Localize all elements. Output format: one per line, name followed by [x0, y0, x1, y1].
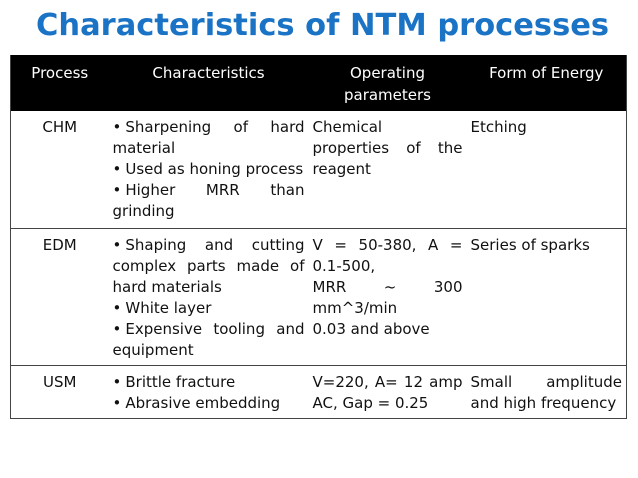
- table-header-row: [11, 55, 627, 111]
- characteristic-item: • Used as honing process: [113, 159, 305, 180]
- characteristic-item: • Abrasive embedding: [113, 393, 305, 414]
- characteristic-item: • White layer: [113, 298, 305, 319]
- energy-cell: Small amplitude and high frequency: [467, 366, 627, 419]
- process-cell: EDM: [11, 229, 109, 366]
- parameters-cell: [309, 366, 467, 419]
- ntm-process-table: [10, 55, 627, 419]
- header-characteristics: Characteristics: [109, 55, 309, 111]
- characteristics-cell: [109, 366, 309, 419]
- parameters-cell: [309, 229, 467, 366]
- parameter-item: 0.03 and above: [312, 320, 430, 338]
- parameter-item: V = 50-380, A = 0.1-500,: [312, 236, 463, 275]
- process-cell: USM: [11, 366, 109, 419]
- parameter-item: Chemical properties of the reagent: [312, 118, 463, 178]
- slide-title: Characteristics of NTM processes: [36, 8, 610, 43]
- table-row: [11, 111, 627, 229]
- characteristic-item: • Sharpening of hard material: [113, 117, 305, 159]
- characteristic-item: • Higher MRR than grinding: [113, 180, 305, 222]
- process-cell: CHM: [11, 111, 109, 229]
- table-row: [11, 229, 627, 366]
- characteristic-item: • Expensive tooling and equipment: [113, 319, 305, 361]
- energy-cell: Series of sparks: [467, 229, 627, 366]
- table-row: [11, 366, 627, 419]
- characteristics-cell: [109, 229, 309, 366]
- parameter-item: MRR ~ 300 mm^3/min: [312, 278, 463, 317]
- parameter-item: V=220, A= 12 amp AC, Gap = 0.25: [312, 373, 463, 412]
- header-operating-parameters: Operating parameters: [309, 55, 467, 111]
- characteristics-cell: [109, 111, 309, 229]
- parameters-cell: [309, 111, 467, 229]
- header-form-of-energy: Form of Energy: [467, 55, 627, 111]
- characteristic-item: • Shaping and cutting complex parts made of hard materials: [113, 235, 305, 298]
- characteristic-item: • Brittle fracture: [113, 372, 305, 393]
- energy-cell: Etching: [467, 111, 627, 229]
- header-process: Process: [11, 55, 109, 111]
